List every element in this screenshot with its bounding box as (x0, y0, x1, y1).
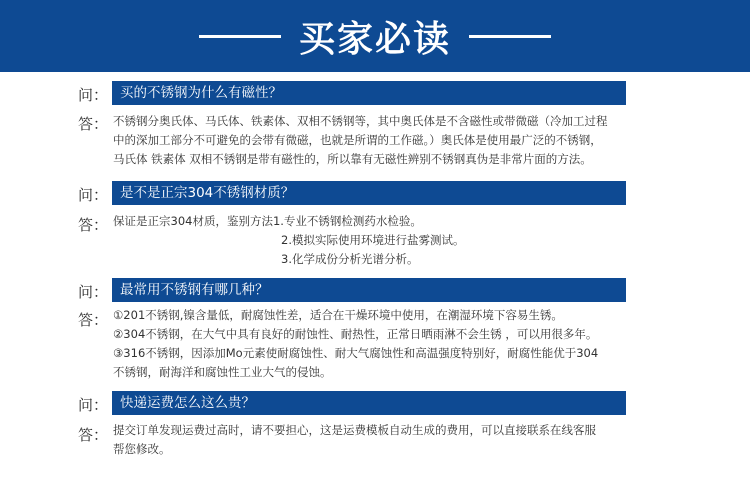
question-label: 问： (78, 396, 109, 414)
answer-line: 不锈钢分奥氏体、马氏体、铁素体、双相不锈钢等，其中奥氏体是不含磁性或带微磁（冷加工过程 (113, 114, 608, 128)
question-bar: 是不是正宗304不锈钢材质？ (112, 181, 626, 205)
question-bar: 最常用不锈钢有哪几种？ (112, 278, 626, 302)
answer-line: 提交订单发现运费过高时，请不要担心，这是运费模板自动生成的费用，可以直接联系在线客服 (113, 423, 596, 437)
answer-line: 马氏体 铁素体 双相不锈钢是带有磁性的，所以靠有无磁性辨别不锈钢真伪是非常片面的方法。 (113, 152, 592, 166)
answer-label: 答： (78, 311, 109, 329)
question-label: 问： (78, 283, 109, 301)
banner-left-rule (199, 35, 281, 38)
answer-line: ①201不锈钢,镍含量低，耐腐蚀性差，适合在干燥环境中使用，在潮湿环境下容易生锈。 (113, 308, 563, 322)
answer-line: ②304不锈钢，在大气中具有良好的耐蚀性、耐热性，正常日晒雨淋不会生锈 ，可以用很多年。 (113, 327, 598, 341)
question-bar: 买的不锈钢为什么有磁性？ (112, 81, 626, 105)
answer-text (113, 212, 633, 269)
answer-line: 不锈钢，耐海洋和腐蚀性工业大气的侵蚀。 (113, 365, 332, 379)
answer-label: 答： (78, 115, 109, 133)
question-label: 问： (78, 86, 109, 104)
answer-text (113, 112, 633, 169)
answer-label: 答： (78, 426, 109, 444)
answer-line: 2.模拟实际使用环境进行盐雾测试。 (281, 233, 465, 247)
answer-line: 3.化学成份分析光谱分析。 (281, 252, 419, 266)
answer-line: 中的深加工部分不可避免的会带有微磁，也就是所谓的工作磁。）奥氏体是使用最广泛的不锈钢， (113, 133, 602, 147)
answer-line: 保证是正宗304材质，鉴别方法1.专业不锈钢检测药水检验。 (113, 214, 422, 228)
answer-line: ③316不锈钢，因添加Mo元素使耐腐蚀性、耐大气腐蚀性和高温强度特别好，耐腐性能优于304 (113, 346, 599, 360)
question-bar: 快递运费怎么这么贵？ (112, 391, 626, 415)
answer-label: 答： (78, 216, 109, 234)
header-banner (0, 0, 750, 72)
answer-text (113, 421, 633, 459)
answer-line: 帮您修改。 (113, 442, 171, 456)
banner-right-rule (469, 35, 551, 38)
page-title: 买家必读 (298, 18, 451, 60)
answer-text (113, 306, 633, 382)
question-label: 问： (78, 186, 109, 204)
